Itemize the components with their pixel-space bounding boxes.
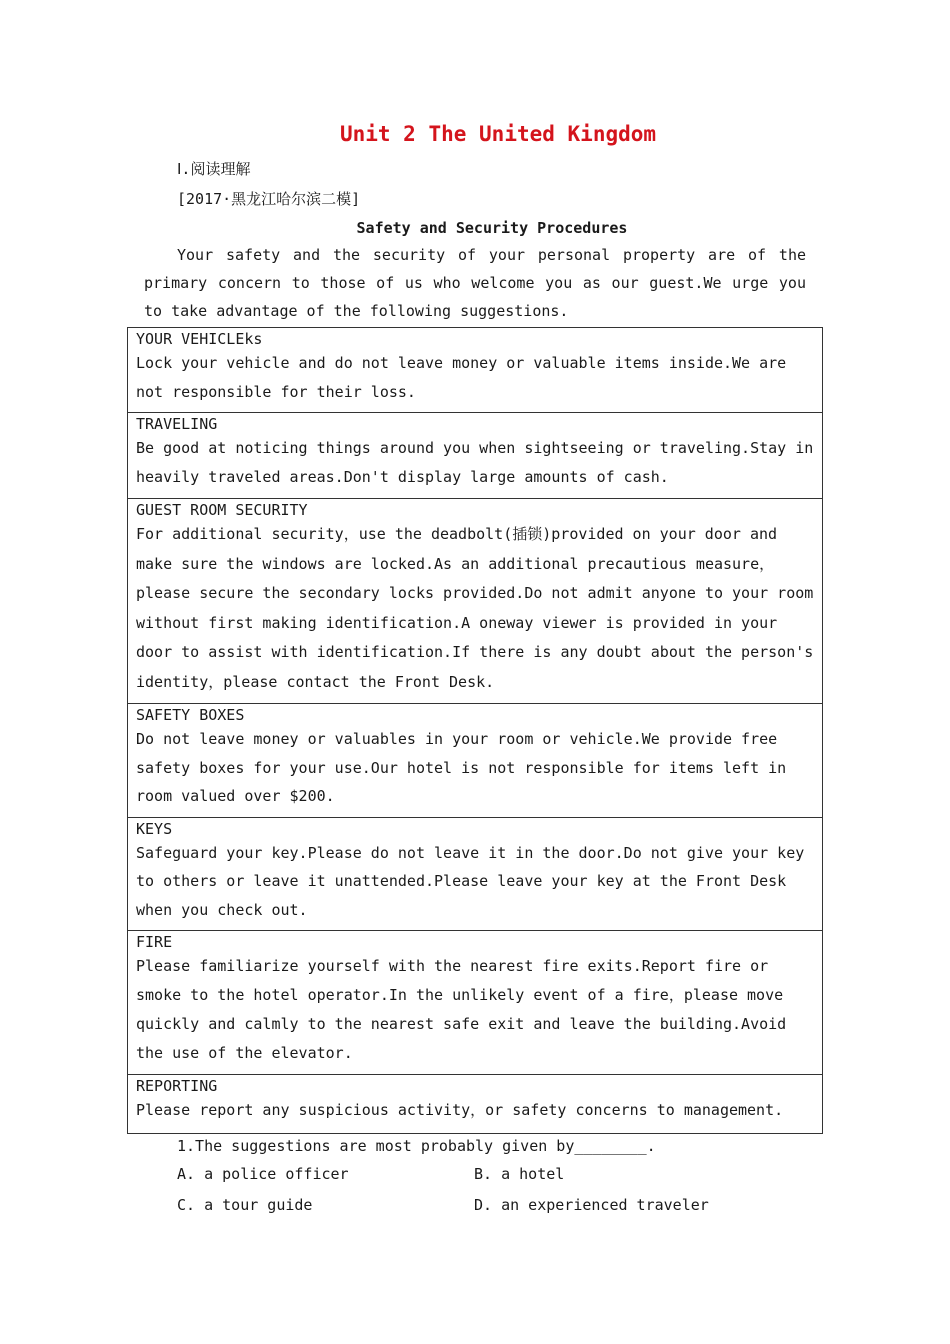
rule-heading: REPORTING: [136, 1077, 218, 1095]
rule-heading: YOUR VEHICLEks: [136, 330, 263, 348]
table-row: [128, 1075, 823, 1134]
table-row: [128, 328, 823, 413]
question-stem: 1.The suggestions are most probably given by________.: [177, 1137, 656, 1155]
rule-cell: [128, 1075, 823, 1134]
table-row: [128, 931, 823, 1075]
intro-text: Your safety and the security of your personal property are of the primary concern to those of us who welcome you as our guest.We urge you to take advantage of the following suggestions.: [144, 246, 806, 320]
rule-heading: FIRE: [136, 933, 173, 951]
section-label: Ⅰ.阅读理解: [177, 160, 251, 178]
passage-title: Safety and Security Procedures: [356, 219, 628, 237]
rule-cell: [128, 817, 823, 931]
option-c: C. a tour guide: [177, 1196, 313, 1214]
rule-heading: GUEST ROOM SECURITY: [136, 501, 308, 519]
table-row: [128, 704, 823, 818]
rule-body: Safeguard your key.Please do not leave it in the door.Do not give your key to others or leave it unattended.Please leave your key at the Front Desk when you check out.: [136, 843, 805, 919]
document-title: Unit 2 The United Kingdom: [339, 122, 657, 146]
table-row: [128, 817, 823, 931]
rule-cell: [128, 413, 823, 499]
rule-heading: TRAVELING: [136, 415, 218, 433]
rule-cell: [128, 328, 823, 413]
rule-body: Please report any suspicious activity，or safety concerns to management.: [136, 1101, 784, 1119]
rule-body: For additional security，use the deadbolt(插锁)provided on your door and make sure the windows are locked.As an additional precautious measure，please secure the secondary locks provided.Do not admit anyone to your room without first making identification.A oneway viewer is provided in your door to assist with identification.If there is any doubt about the person's identity，please contact the Front Desk.: [136, 525, 814, 691]
rule-heading: KEYS: [136, 819, 173, 838]
rules-table: [127, 327, 823, 1134]
rule-body: Please familiarize yourself with the nearest fire exits.Report fire or smoke to the hotel operator.In the unlikely event of a fire，please move quickly and calmly to the nearest safe exit and leave the building.Avoid the use of the elevator.: [136, 957, 787, 1062]
rule-cell: [128, 499, 823, 704]
intro-paragraph: [144, 241, 806, 325]
rule-body: Be good at noticing things around you when sightseeing or traveling.Stay in heavily traveled areas.Don't display large amounts of cash.: [136, 439, 814, 486]
option-b: B. a hotel: [474, 1165, 565, 1183]
rule-cell: [128, 704, 823, 818]
table-row: [128, 499, 823, 704]
rule-cell: [128, 931, 823, 1075]
rule-body: Do not leave money or valuables in your room or vehicle.We provide free safety boxes for your use.Our hotel is not responsible for items left in room valued over $200.: [136, 730, 787, 805]
table-row: [128, 413, 823, 499]
option-a: A. a police officer: [177, 1165, 349, 1183]
source-label: [2017·黑龙江哈尔滨二模]: [177, 190, 361, 208]
option-d: D. an experienced traveler: [474, 1196, 709, 1214]
rule-body: Lock your vehicle and do not leave money or valuable items inside.We are not responsible for their loss.: [136, 354, 787, 401]
rule-heading: SAFETY BOXES: [136, 706, 245, 724]
